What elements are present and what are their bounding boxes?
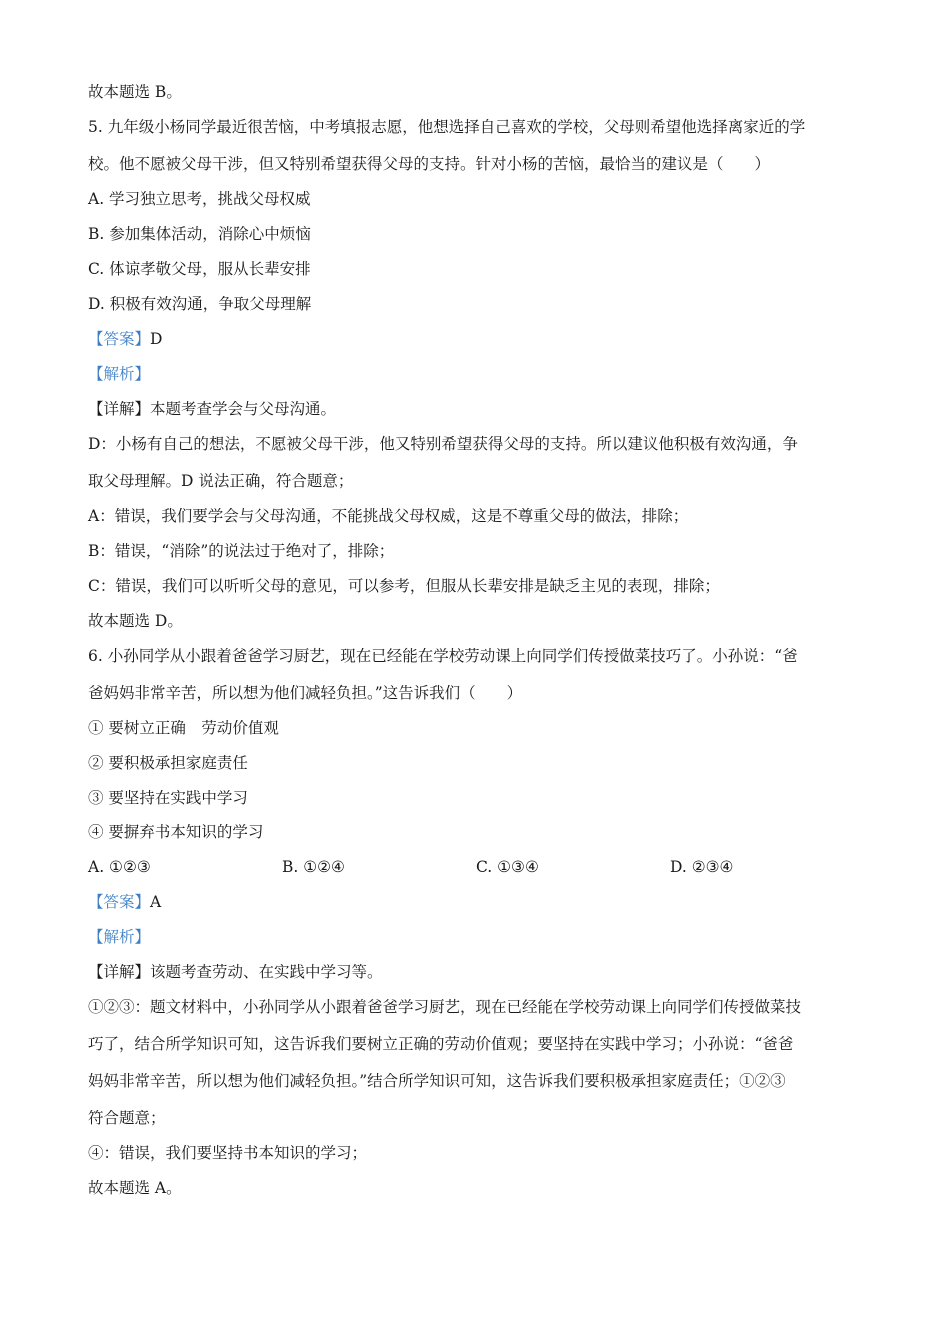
q5-explain-line: C：错误，我们可以听听父母的意见，可以参考，但服从长辈安排是缺乏主见的表现，排除； (88, 577, 720, 595)
q5-option-b: B. 参加集体活动，消除心中烦恼 (88, 225, 311, 243)
answer-value: D (150, 330, 163, 348)
q5-stem-line2: 校。他不愿被父母干涉，但又特别希望获得父母的支持。针对小杨的苦恼，最恰当的建议是（ ） (88, 155, 771, 173)
q5-analysis-tag: 【解析】 (88, 365, 151, 383)
q5-option-c: C. 体谅孝敬父母，服从长辈安排 (88, 260, 311, 278)
q5-explain-line: B：错误，“消除”的说法过于绝对了，排除； (88, 542, 395, 560)
q6-explain-line: ①②③：题文材料中，小孙同学从小跟着爸爸学习厨艺，现在已经能在学校劳动课上向同学们传授做菜技 (88, 998, 802, 1016)
q6-explain-line: ④：错误，我们要坚持书本知识的学习； (88, 1144, 368, 1162)
q6-answer (88, 892, 161, 912)
q6-analysis-tag: 【解析】 (88, 928, 151, 946)
q5-option-a: A. 学习独立思考，挑战父母权威 (88, 190, 311, 208)
q6-stem-line1: 6. 小孙同学从小跟着爸爸学习厨艺，现在已经能在学校劳动课上向同学们传授做菜技巧了。小孙说：“爸 (88, 647, 798, 665)
q5-stem-line1: 5. 九年级小杨同学最近很苦恼，中考填报志愿，他想选择自己喜欢的学校，父母则希望他选择离家近的学 (88, 118, 806, 136)
q6-choice-a: A. ①②③ (88, 858, 151, 876)
q6-conclusion: 故本题选 A。 (88, 1179, 182, 1197)
answer-tag: 【答案】 (88, 330, 151, 348)
q6-choice-c: C. ①③④ (476, 858, 539, 876)
q4-conclusion: 故本题选 B。 (88, 83, 182, 101)
q6-statement-4: ④ 要摒弃书本知识的学习 (88, 823, 264, 841)
q5-explain-line: 取父母理解。D 说法正确，符合题意； (88, 472, 354, 490)
answer-tag: 【答案】 (88, 893, 151, 911)
q6-choice-b: B. ①②④ (282, 858, 345, 876)
q5-explain-line: A：错误，我们要学会与父母沟通，不能挑战父母权威，这是不尊重父母的做法，排除； (88, 507, 689, 525)
q6-explain-line: 妈妈非常辛苦，所以想为他们减轻负担。”结合所学知识可知，这告诉我们要积极承担家庭责任；①②③ (88, 1072, 786, 1090)
q5-conclusion: 故本题选 D。 (88, 612, 183, 630)
q6-explain-line: 符合题意； (88, 1109, 166, 1127)
answer-value: A (150, 893, 162, 911)
q6-statement-1: ① 要树立正确 劳动价值观 (88, 719, 279, 737)
q6-statement-3: ③ 要坚持在实践中学习 (88, 789, 248, 807)
q6-stem-line2: 爸妈妈非常辛苦，所以想为他们减轻负担。”这告诉我们（ ） (88, 684, 523, 702)
q5-answer (88, 329, 162, 349)
q5-explain-line: D：小杨有自己的想法，不愿被父母干涉，他又特别希望获得父母的支持。所以建议他积极有效沟通，争 (88, 435, 798, 453)
q6-statement-2: ② 要积极承担家庭责任 (88, 754, 248, 772)
q6-choice-d: D. ②③④ (670, 858, 734, 876)
q6-detail: 【详解】该题考查劳动、在实践中学习等。 (88, 963, 383, 981)
q5-option-d: D. 积极有效沟通，争取父母理解 (88, 295, 312, 313)
q6-explain-line: 巧了，结合所学知识可知，这告诉我们要树立正确的劳动价值观；要坚持在实践中学习；小孙说：“爸爸 (88, 1035, 794, 1053)
q5-detail: 【详解】本题考查学会与父母沟通。 (88, 400, 337, 418)
